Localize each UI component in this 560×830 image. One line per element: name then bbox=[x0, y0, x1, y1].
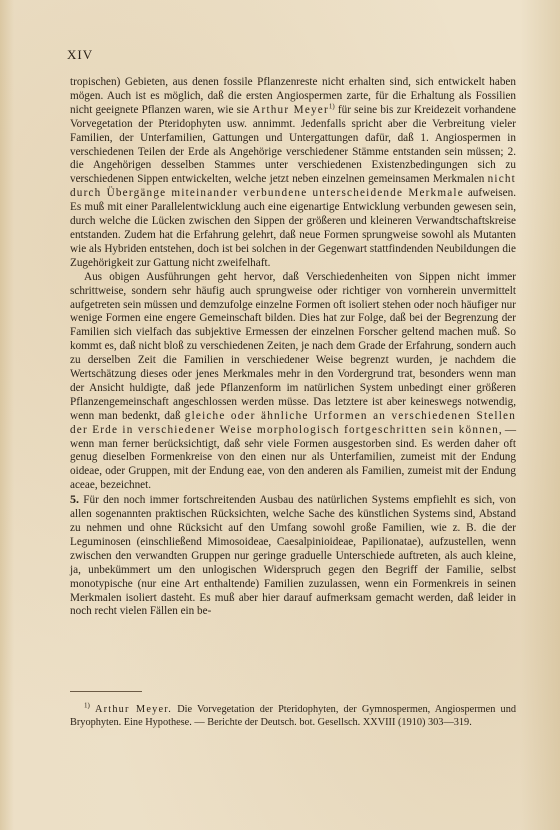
footnote-mark: 1) bbox=[84, 701, 90, 710]
footnote-text: Die Vorvegetation der Pteridophyten, der Gymnospermen, Angiospermen und Bryophyten. Eine Hypothese. — Berichte der Deutsch. bot. Gesellsch. XXVIII (1910) 303—319. bbox=[70, 704, 516, 728]
emphasis-text: nicht durch Übergänge miteinander verbundene unterscheidende Merkmale bbox=[70, 173, 516, 200]
section-number: 5. bbox=[70, 492, 79, 507]
footnote-divider bbox=[70, 691, 142, 692]
footnote-author: Arthur Meyer. bbox=[95, 704, 173, 715]
paragraph-3: 5. Für den noch immer fortschreitenden Ausbau des natürlichen Systems empfiehlt es sich, von allen sogenannten praktischen Rücksichten, welche Sache des künstlichen Systems sind, Abstand zu nehmen und ohne Rücksicht auf den Umfang sowohl große Familien, wie z. B. die der Leguminosen (einschließend Mimosoideae, Caesalpinioideae, Papilionatae), aufzustellen, wenn zwischen den verwandten Gruppen nur geringe graduelle Unterschiede auftreten, als auch kleine, ja, unbekümmert um den unlogischen Widerspruch gegen den Begriff der Familie, selbst monotypische (nur eine Art enthaltende) Familien zuzulassen, wenn ein Formenkreis in seinen Merkmalen isoliert dasteht. Es muß aber hier darauf aufmerksam gemacht werden, daß leider in noch recht vielen Fällen ein be- bbox=[70, 492, 516, 618]
paragraph-2: Aus obigen Ausführungen geht hervor, daß Verschiedenheiten von Sippen nicht immer schrittweise, sondern sehr häufig auch sprungweise oder richtiger von vornherein unvermittelt aufgetreten sein müssen und demzufolge einzelne Formen oft isoliert stehen oder noch häufiger nur wenige Formen eine engere Gemeinschaft bilden. Dies hat zur Folge, daß bei der Begrenzung der Familien sich vielfach das subjektive Ermessen der einzelnen Forscher geltend machen muß. So kommt es, daß nicht bloß zu verschiedenen Zeiten, je nach dem Grade der Erfahrung, sondern auch zu derselben Zeit die Familien in verschiedener Weise begrenzt wurden, je nachdem die Wertschätzung dieses oder jenes Merkmales mehr in den Vordergrund trat, besonders wenn man der Ansicht huldigte, daß jede Pflanzenform im natürlichen System unbedingt einer größeren Pflanzengemeinschaft angeschlossen werden müsse. Das letztere ist aber keineswegs notwendig, wenn man bedenkt, daß gleiche oder ähnliche Urformen an verschiedenen Stellen der Erde in verschiedener Weise morphologisch fortgeschritten sein können, — wenn man ferner berücksichtigt, daß sehr viele Formen ausgestorben sind. Es werden daher oft genug dieselben Formenkreise von den einen nur als Unterfamilien, zumeist mit der Endung oideae, oder Gruppen, mit der Endung eae, von den anderen als Familien, zumeist mit der Endung aceae, bezeichnet. bbox=[70, 270, 517, 492]
paragraph-1: tropischen) Gebieten, aus denen fossile Pflanzenreste nicht erhalten sind, sich entwickelt haben mögen. Auch ist es möglich, daß die ersten Angiospermen zarte, für die Erhaltung als Fossilien nicht geeignete Pflanzen waren, wie sie Arthur Meyer$^{1)}$ für seine bis zur Kreidezeit vorhandene Vorvegetation der Pteridophyten usw. annimmt. Jedenfalls spricht aber die Verbreitung vieler Familien, der Unterfamilien, Gattungen und Untergattungen dafür, daß 1. Angiospermen in verschiedenen Teilen der Erde als Angehörige verschiedener Stämme entstanden sein müssen; 2. die Angehörigen desselben Stammes unter verschiedenen Existenzbedingungen sich zu verschiedenen Sippen entwickelten, welche jetzt neben einzelnen gemeinsamen Merkmalen nicht durch Übergänge miteinander verbundene unterscheidende Merkmale aufweisen. Es muß mit einer Parallelentwicklung auch eine eigenartige Entwicklung verbunden gewesen sein, durch welche die Lücken zwischen den Sippen der größeren und kleineren Verwandtschaftskreise entstanden. Zudem hat die Erfahrung gelehrt, daß neue Formen sprungweise sowohl als Mutanten wie als Hybriden entstehen, doch ist bei solchen in der Gegenwart stattfindenden Neubildungen die Zugehörigkeit zur Gattung nicht zweifelhaft. bbox=[70, 76, 517, 269]
footnote-ref[interactable]: 1) bbox=[328, 102, 335, 111]
body-text bbox=[70, 76, 516, 619]
footnote bbox=[70, 701, 516, 729]
page-number: XIV bbox=[67, 47, 94, 62]
emphasis-text: gleiche oder ähnliche Urformen an verschiedenen Stellen der Erde in verschiedener Weise morphologisch fortgeschritten sein können bbox=[70, 409, 516, 436]
author-name: Arthur Meyer bbox=[252, 103, 329, 116]
